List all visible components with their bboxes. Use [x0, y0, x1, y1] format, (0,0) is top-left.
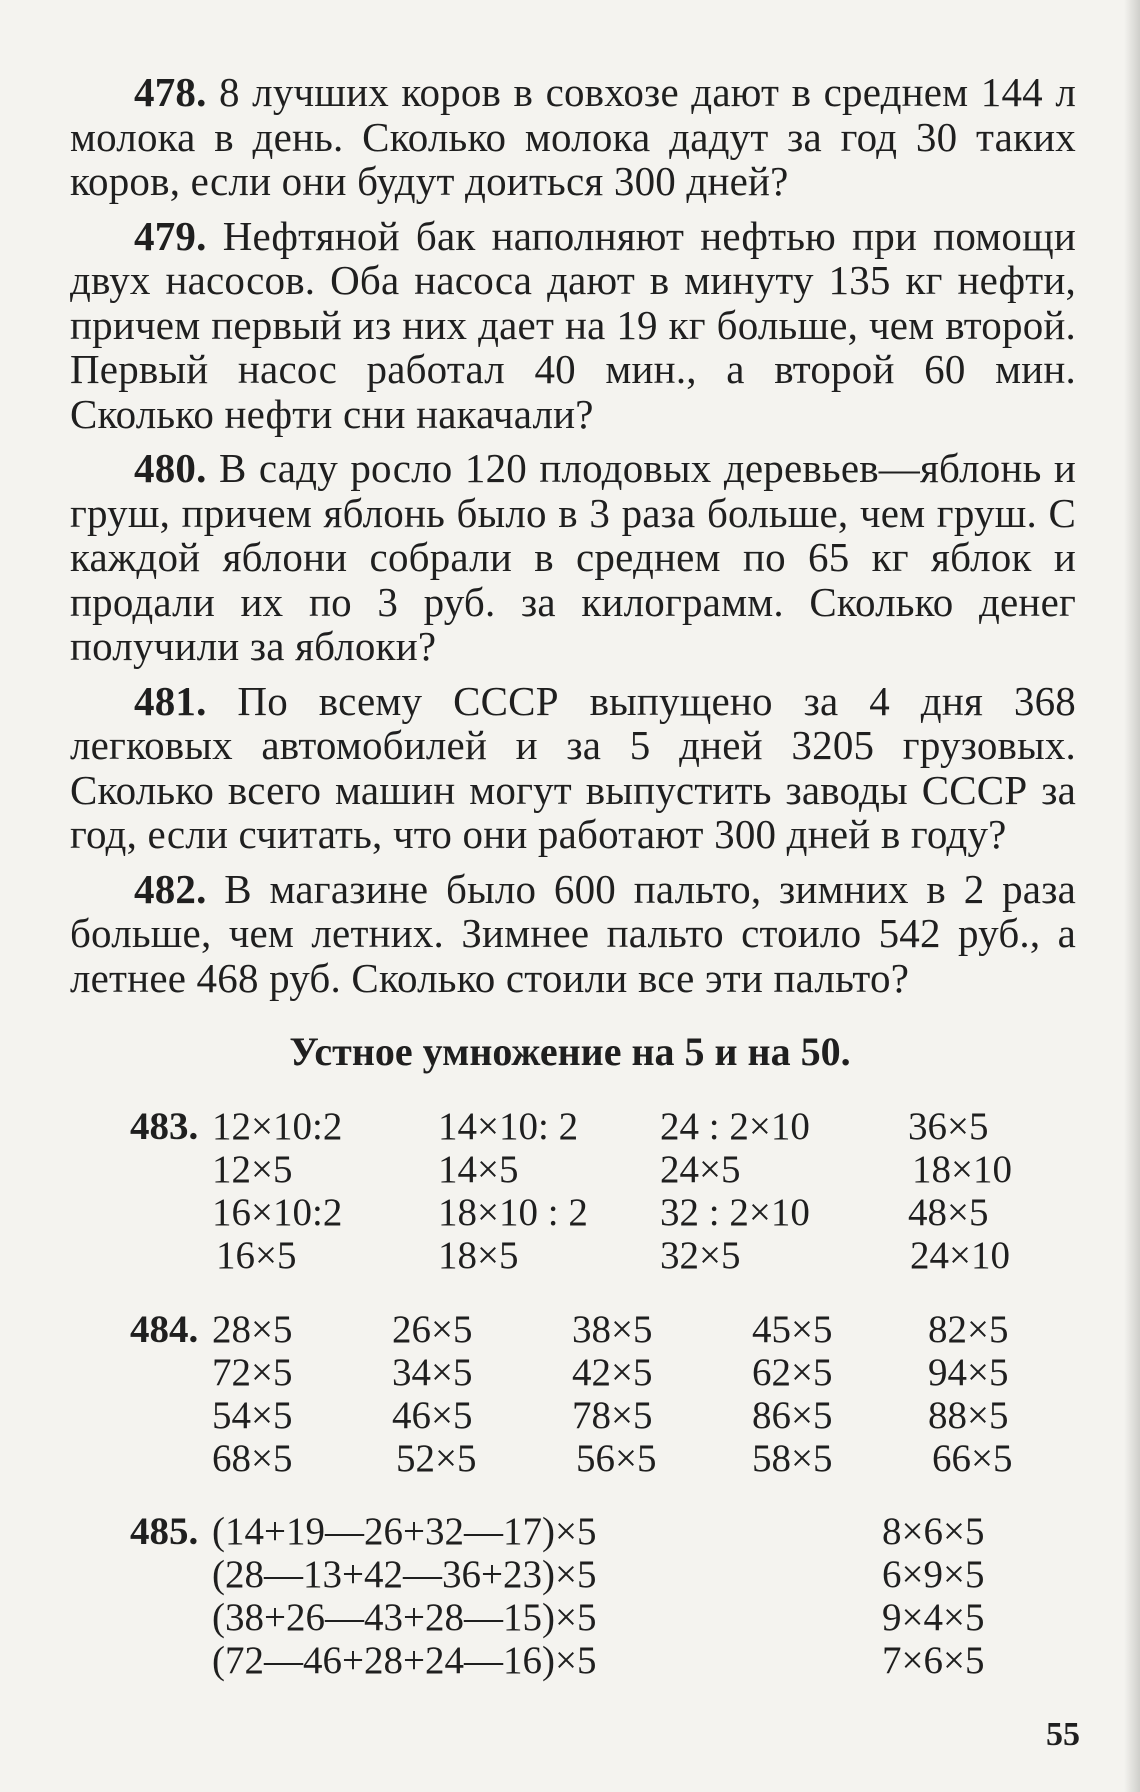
problem-479 — [70, 214, 1076, 437]
problem-478 — [70, 70, 1076, 204]
problem-number: 482. — [134, 865, 207, 912]
expression: 24 : 2×10 — [660, 1105, 810, 1148]
problem-482 — [70, 867, 1076, 1001]
problem-text: В саду росло 120 плодовых деревьев—яблонь и груш, причем яблонь было в 3 раза больше, чем груш. С каждой яблони собрали в среднем по 65 кг яблок и продали их по 3 руб. за килограмм. Сколько денег получили за яблоки? — [70, 445, 1077, 669]
problem-number: 478. — [134, 69, 207, 115]
exercise-483 — [0, 1105, 1140, 1285]
problem-number: 480. — [134, 445, 207, 491]
expression: (38+26—43+28—15)×5 — [212, 1596, 597, 1639]
expression: 18×10 — [912, 1148, 1012, 1191]
expression: 36×5 — [908, 1105, 989, 1148]
expression: 46×5 — [392, 1394, 473, 1437]
expression: 12×10:2 — [212, 1105, 343, 1148]
expression: 82×5 — [928, 1308, 1009, 1351]
expression: 38×5 — [572, 1308, 653, 1351]
expression: 18×10 : 2 — [438, 1191, 588, 1234]
expression: 54×5 — [212, 1394, 293, 1437]
problem-text: 8 лучших коров в совхозе дают в среднем 144 л молока в день. Сколько молока дадут за год 30 таких коров, если они будут доиться 300 дней? — [70, 69, 1076, 204]
section-heading: Устное умножение на 5 и на 50. — [289, 1029, 851, 1074]
exercise-484 — [0, 1308, 1140, 1488]
expression: 62×5 — [752, 1351, 833, 1394]
expression: 14×5 — [438, 1148, 519, 1191]
expression: 8×6×5 — [882, 1510, 985, 1553]
expression: 68×5 — [212, 1437, 293, 1480]
expression: 16×10:2 — [212, 1191, 343, 1234]
expression: 7×6×5 — [882, 1639, 985, 1682]
exercise-label: 483. — [130, 1105, 199, 1148]
expression: 32 : 2×10 — [660, 1191, 810, 1234]
expression: 58×5 — [752, 1437, 833, 1480]
word-problems — [70, 70, 1076, 1010]
exercise-485 — [0, 1510, 1140, 1690]
expression: (28—13+42—36+23)×5 — [212, 1553, 597, 1596]
expression: 18×5 — [438, 1234, 519, 1277]
expression: 94×5 — [928, 1351, 1009, 1394]
problem-text: В магазине было 600 пальто, зимних в 2 раза больше, чем летних. Зимнее пальто стоило 542 руб., а летнее 468 руб. Сколько стоили все эти пальто? — [70, 865, 1076, 1001]
expression: 72×5 — [212, 1351, 293, 1394]
expression: 86×5 — [752, 1394, 833, 1437]
page-number: 55 — [1046, 1716, 1080, 1753]
expression: 28×5 — [212, 1308, 293, 1351]
expression: 34×5 — [392, 1351, 473, 1394]
expression: 78×5 — [572, 1394, 653, 1437]
problem-481 — [70, 679, 1076, 857]
expression: 24×5 — [660, 1148, 741, 1191]
expression: 32×5 — [660, 1234, 741, 1277]
expression: (14+19—26+32—17)×5 — [212, 1510, 597, 1553]
expression: 14×10: 2 — [438, 1105, 579, 1148]
expression: (72—46+28+24—16)×5 — [212, 1639, 597, 1682]
expression: 42×5 — [572, 1351, 653, 1394]
problem-text: По всему СССР выпущено за 4 дня 368 легковых автомобилей и за 5 дней 3205 грузовых. Сколько всего машин могут выпустить заводы СССР за год, если считать, что они работают 300 дней в году? — [70, 677, 1076, 857]
expression: 12×5 — [212, 1148, 293, 1191]
expression: 52×5 — [396, 1437, 477, 1480]
expression: 66×5 — [932, 1437, 1013, 1480]
problem-text: Нефтяной бак наполняют нефтью при помощи двух насосов. Оба насоса дают в минуту 135 кг нефти, причем первый из них дает на 19 кг больше, чем второй. Первый насос работал 40 мин., а второй 60 мин. Сколько нефти сни накачали? — [70, 212, 1076, 437]
expression: 9×4×5 — [882, 1596, 985, 1639]
expression: 48×5 — [908, 1191, 989, 1234]
problem-480 — [70, 446, 1076, 669]
problem-number: 479. — [134, 212, 207, 259]
expression: 45×5 — [752, 1308, 833, 1351]
expression: 6×9×5 — [882, 1553, 985, 1596]
expression: 56×5 — [576, 1437, 657, 1480]
exercise-label: 484. — [130, 1308, 199, 1351]
expression: 88×5 — [928, 1394, 1009, 1437]
expression: 16×5 — [216, 1234, 297, 1277]
problem-number: 481. — [134, 677, 207, 724]
exercise-label: 485. — [130, 1510, 199, 1553]
expression: 24×10 — [910, 1234, 1010, 1277]
expression: 26×5 — [392, 1308, 473, 1351]
